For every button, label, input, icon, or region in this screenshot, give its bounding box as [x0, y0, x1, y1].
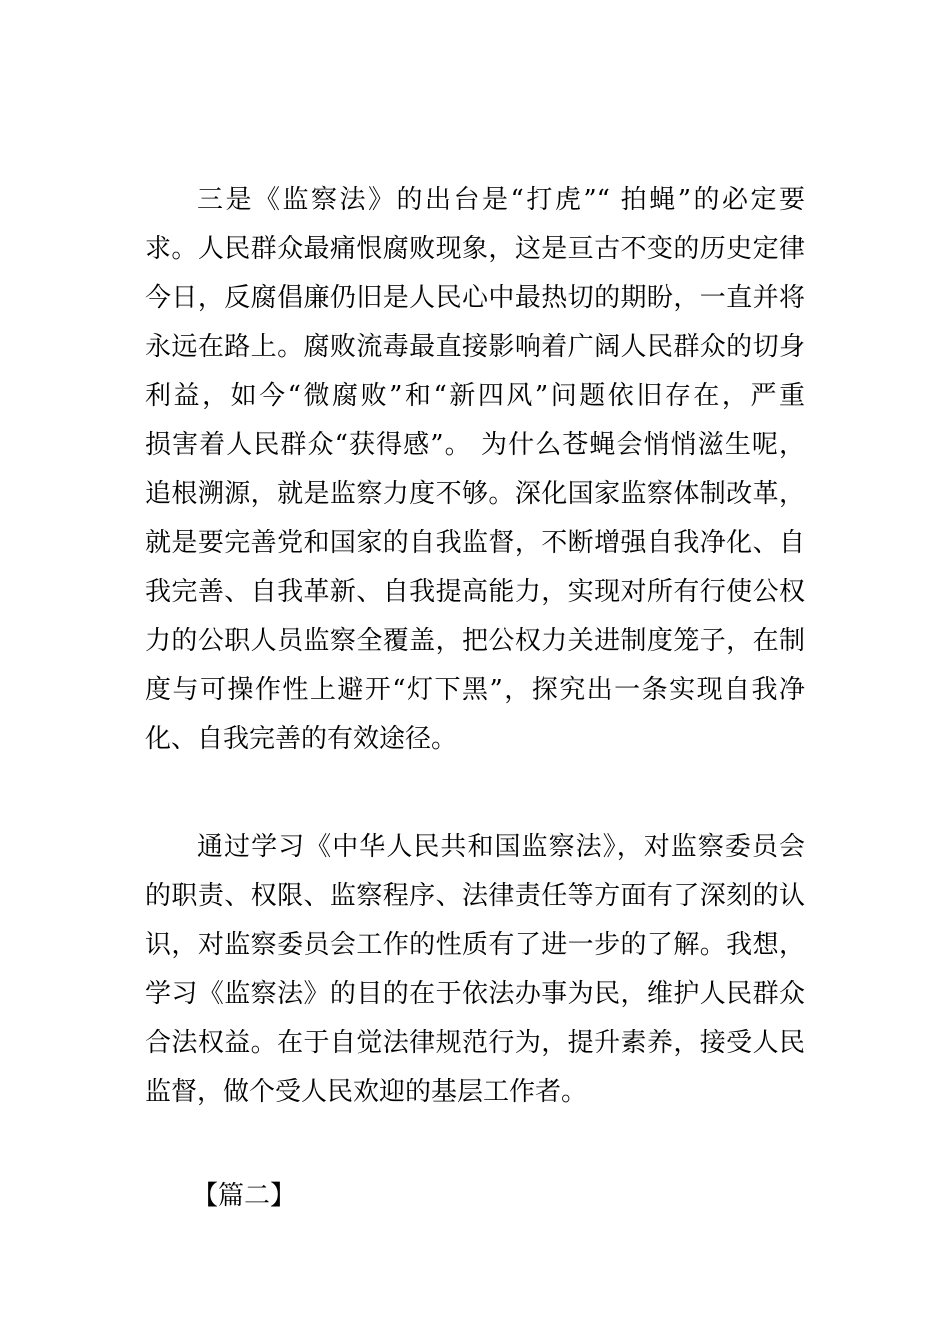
paragraph-line: 力的公职人员监察全覆盖，把公权力关进制度笼子，在制 [145, 626, 805, 656]
paragraph-line: 追根溯源，就是监察力度不够。深化国家监察体制改革， [145, 479, 805, 509]
paragraph-line: 化、自我完善的有效途径。 [145, 724, 458, 754]
paragraph-line: 度与可操作性上避开“灯下黑”，探究出一条实现自我净 [145, 675, 805, 705]
paragraph-line: 我完善、自我革新、自我提高能力，实现对所有行使公权 [145, 577, 805, 607]
paragraph-line: 永远在路上。腐败流毒最直接影响着广阔人民群众的切身 [145, 332, 805, 362]
paragraph-line: 的职责、权限、监察程序、法律责任等方面有了深刻的认 [145, 881, 805, 911]
paragraph-line: 识，对监察委员会工作的性质有了进一步的了解。我想， [145, 930, 805, 960]
paragraph-line: 通过学习《中华人民共和国监察法》，对监察委员会 [197, 832, 805, 862]
paragraph-line: 学习《监察法》的目的在于依法办事为民，维护人民群众 [145, 979, 805, 1009]
paragraph-line: 损害着人民群众“获得感”。 为什么苍蝇会悄悄滋生呢， [145, 430, 805, 460]
paragraph-line: 就是要完善党和国家的自我监督，不断增强自我净化、自 [145, 528, 805, 558]
paragraph-line: 利益，如今“微腐败”和“新四风”问题依旧存在，严重 [145, 381, 805, 411]
section-heading: 【篇二】 [192, 1181, 297, 1211]
paragraph-line: 今日，反腐倡廉仍旧是人民心中最热切的期盼，一直并将 [145, 283, 805, 313]
paragraph-line: 合法权益。在于自觉法律规范行为，提升素养，接受人民 [145, 1028, 805, 1058]
paragraph-line: 三是《监察法》的出台是“打虎”“ 拍蝇”的必定要 [197, 185, 805, 215]
paragraph-line: 求。人民群众最痛恨腐败现象，这是亘古不变的历史定律 [145, 234, 805, 264]
paragraph-line: 监督，做个受人民欢迎的基层工作者。 [145, 1077, 588, 1107]
